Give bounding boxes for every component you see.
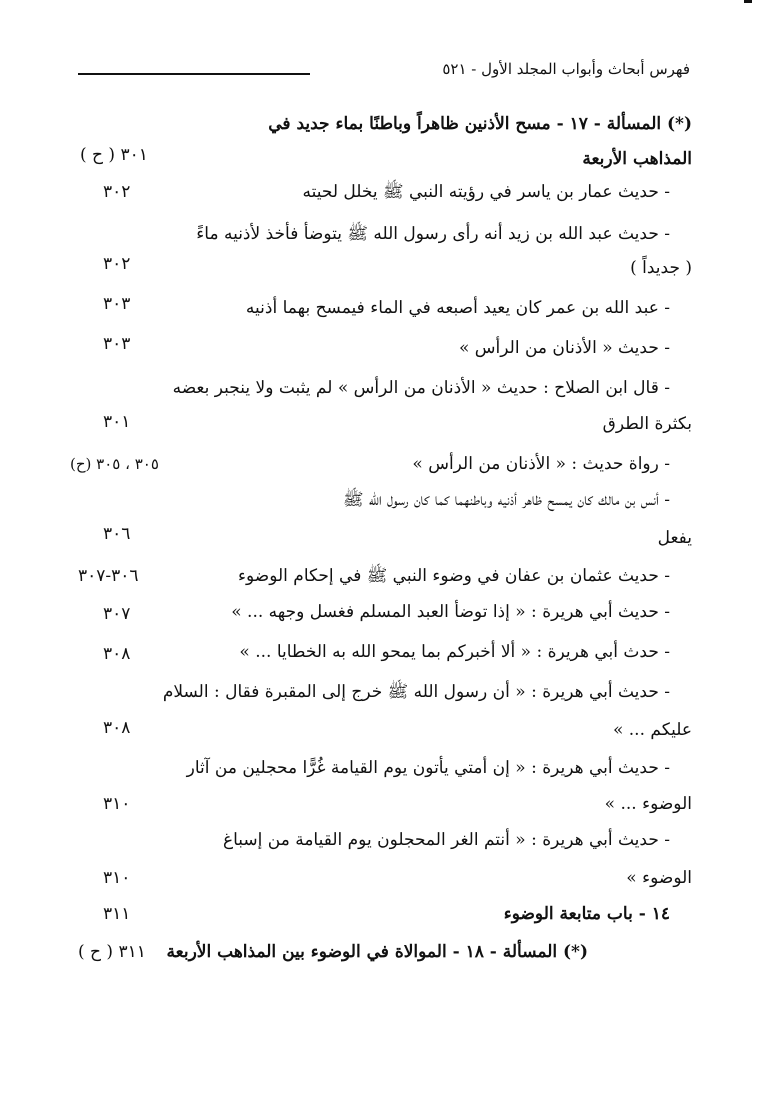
entry-line: ١٤ - باب متابعة الوضوء [503,904,670,924]
entry-ref: ٣٠٨ [103,644,131,664]
entry-line: - قال ابن الصلاح : حديث « الأذنان من الرأس » لم يثبت ولا ينجبر بعضه [172,378,670,398]
entry-ref: ٣٠٦-٣٠٧ [78,566,139,586]
entry-line: المذاهب الأربعة [582,149,692,169]
entry-line: الوضوء ... » [604,794,692,814]
entry-ref: ٣١٠ [103,868,131,888]
entry-line: (*) المسألة - ١٨ - الموالاة في الوضوء بين المذاهب الأربعة [166,942,588,962]
entry-ref: ٣٠٣ [103,294,131,314]
entry-line: ( جديداً ) [630,258,692,278]
header-title: فهرس أبحاث وأبواب المجلد الأول - ٥٢١ [442,60,690,78]
entry-line: (*) المسألة - ١٧ - مسح الأذنين ظاهراً وباطنًا بماء جديد في [268,114,692,134]
entry-line: - حديث عبد الله بن زيد أنه رأى رسول الله ﷺ يتوضأ فأخذ لأذنيه ماءً [196,224,670,244]
entry-ref: ٣٠٧ [103,604,131,624]
header-rule [78,73,310,75]
entry-ref: ٣٠١ ( ح ) [80,145,148,165]
entry-line: - حديث أبي هريرة : « إن أمتي يأتون يوم القيامة غُرًّا محجلين من آثار [186,758,670,778]
entry-ref: ٣٠٨ [103,718,131,738]
entry-line: - حديث أبي هريرة : « إذا توضأ العبد المسلم فغسل وجهه ... » [231,602,670,622]
entry-ref: ٣٠١ [103,412,131,432]
entry-line: - عبد الله بن عمر كان يعيد أصبعه في الماء فيمسح بهما أذنيه [245,298,670,318]
running-header [78,58,690,82]
entry-line: - أنس بن مالك كان يمسح ظاهر أذنيه وباطنهما كما كان رسول الله ﷺ [342,490,670,510]
entry-ref: ٣٠٥ ، ٣٠٥ (ح) [70,455,159,473]
entry-line: - حديث أبي هريرة : « أنتم الغر المحجلون يوم القيامة من إسباغ [222,830,670,850]
entry-ref: ٣٠٢ [103,182,131,202]
entry-ref: ٣٠٣ [103,334,131,354]
entry-ref: ٣١١ [103,904,131,924]
entry-line: يفعل [657,528,692,548]
entry-ref: ٣٠٢ [103,254,131,274]
scan-mark [744,0,752,3]
entry-ref: ٣١١ ( ح ) [78,942,146,962]
entry-line: - حديث عثمان بن عفان في وضوء النبي ﷺ في إحكام الوضوء [238,566,670,586]
entry-line: - حديث أبي هريرة : « أن رسول الله ﷺ خرج إلى المقبرة فقال : السلام [162,682,670,702]
entry-line: عليكم ... » [612,720,692,740]
entry-line: - حدث أبي هريرة : « ألا أخبركم بما يمحو الله به الخطايا ... » [239,642,670,662]
entry-line: بكثرة الطرق [602,414,692,434]
entry-ref: ٣٠٦ [103,524,131,544]
entry-ref: ٣١٠ [103,794,131,814]
entry-line: - حديث عمار بن ياسر في رؤيته النبي ﷺ يخلل لحيته [302,182,670,202]
entry-line: - رواة حديث : « الأذنان من الرأس » [412,454,670,474]
entry-line: الوضوء » [626,868,692,888]
entry-line: - حديث « الأذنان من الرأس » [458,338,670,358]
